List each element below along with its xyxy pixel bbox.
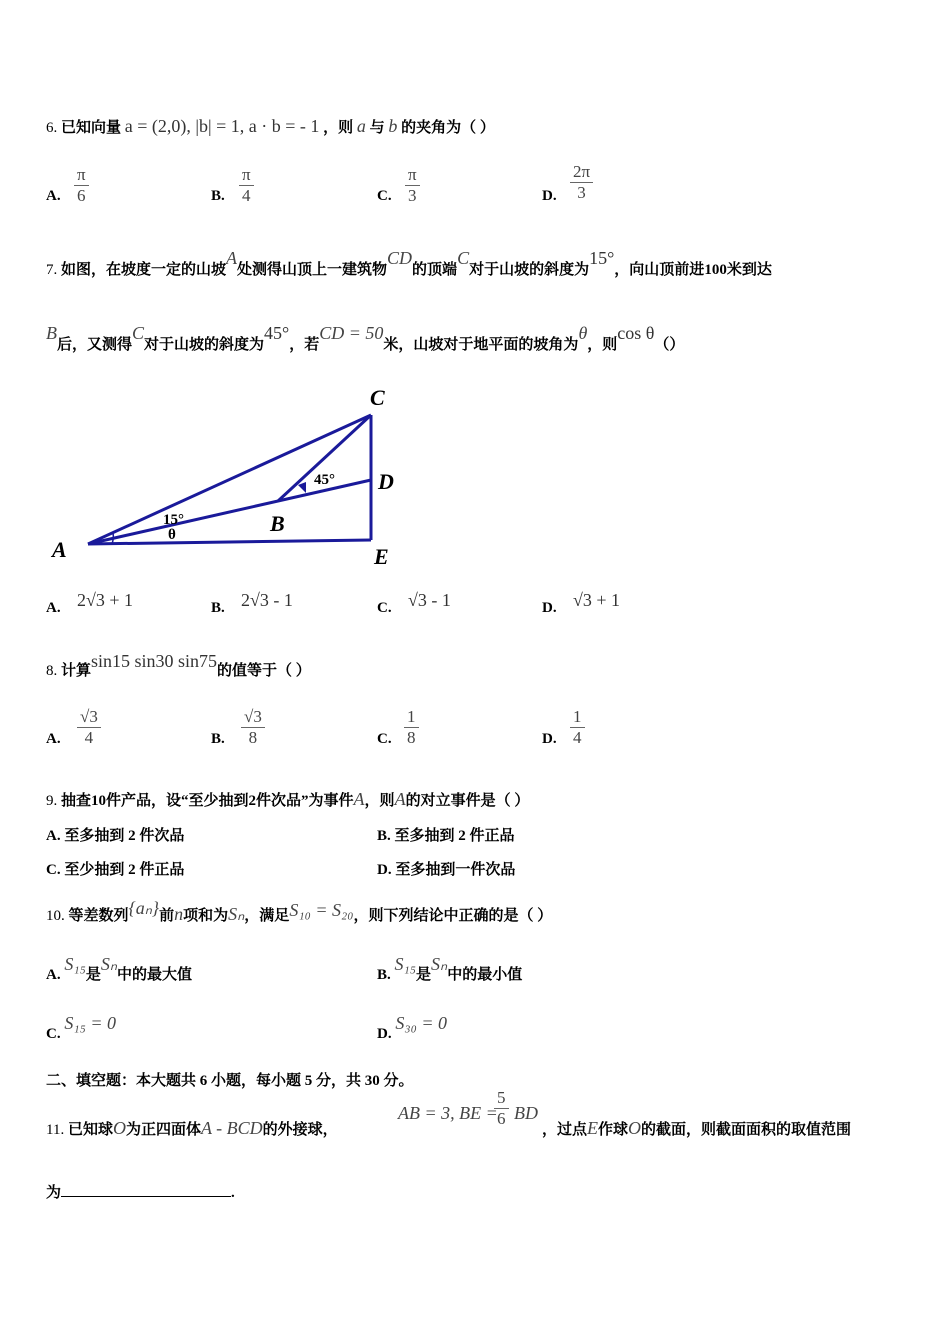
q6-option-c-value: $\frac{\pi}{3}$ xyxy=(405,165,420,206)
q6-option-d-label: D. xyxy=(542,188,557,204)
q7-option-b-value: 2√3 - 1 xyxy=(241,590,293,610)
q8-text: 8. 计算sin15 sin30 sin75的值等于（ ） xyxy=(46,651,311,679)
q11-math-left: AB = 3, BE = xyxy=(398,1103,498,1123)
q8-option-b-value: $\frac{√3}{8}$ xyxy=(241,707,265,748)
q10-option-b: B. S₁₅是Sₙ中的最小值 xyxy=(377,954,523,983)
section-2-heading: 二、填空题：本大题共 6 小题，每小题 5 分，共 30 分。 xyxy=(46,1073,414,1089)
q7-number: 7. xyxy=(46,262,58,278)
q8-number: 8. xyxy=(46,663,58,679)
q7-option-b-label: B. xyxy=(211,600,225,616)
q11-answer-blank[interactable] xyxy=(61,1182,231,1197)
label-e: E xyxy=(374,544,389,569)
line-ae xyxy=(88,540,371,544)
q8-option-b-label: B. xyxy=(211,731,225,747)
q10-option-d: D. S₃₀ = 0 xyxy=(377,1013,448,1042)
q7-figure xyxy=(40,378,420,573)
label-d: D xyxy=(378,469,394,494)
angle-marker-45 xyxy=(298,482,306,493)
line-ad xyxy=(88,480,371,544)
q9-option-a: A. 至多抽到 2 件次品 xyxy=(46,828,185,844)
q10-text: 10. 等差数列{aₙ}前n项和为Sₙ，满足S₁₀ = S₂₀，则下列结论中正确的是（ ） xyxy=(46,898,553,924)
q8-math: sin15 sin30 sin75 xyxy=(91,651,218,671)
q7-option-c-value: √3 - 1 xyxy=(408,590,451,610)
line-bc xyxy=(278,415,371,501)
q7-option-d-value: √3 + 1 xyxy=(573,590,621,610)
q8-option-d-label: D. xyxy=(542,731,557,747)
q11-number: 11. xyxy=(46,1122,65,1138)
q7-option-a-label: A. xyxy=(46,600,61,616)
label-theta: θ xyxy=(168,527,176,543)
q8-option-d-value: $\frac{1}{4}$ xyxy=(570,707,585,748)
q8-option-c-label: C. xyxy=(377,731,392,747)
q10-number: 10. xyxy=(46,908,65,924)
q6-option-d-value: $\frac{2\pi}{3}$ xyxy=(570,162,593,203)
label-a: A xyxy=(52,537,67,562)
q9-option-b: B. 至多抽到 2 件正品 xyxy=(377,828,515,844)
q8-option-a-label: A. xyxy=(46,731,61,747)
q8-option-a-value: $\frac{√3}{4}$ xyxy=(77,707,101,748)
q6-option-b-label: B. xyxy=(211,188,225,204)
q7-option-d-label: D. xyxy=(542,600,557,616)
q7-line1: 7. 如图，在坡度一定的山坡A处测得山顶上一建筑物CD的顶端C对于山坡的斜度为15°，向山顶前进100米到达 xyxy=(46,248,772,278)
label-15deg: 15° xyxy=(163,512,184,528)
q6-option-c-label: C. xyxy=(377,188,392,204)
q11-line1-tail: ，过点E作球O的截面，则截面面积的取值范围 xyxy=(542,1118,852,1138)
q9-option-d: D. 至多抽到一件次品 xyxy=(377,862,516,878)
q9-option-c: C. 至少抽到 2 件正品 xyxy=(46,862,185,878)
q11-math-right: BD xyxy=(514,1103,538,1123)
label-c: C xyxy=(370,385,385,410)
q10-option-c: C. S₁₅ = 0 xyxy=(46,1013,117,1042)
q7-line2: B后，又测得C对于山坡的斜度为45°，若CD = 50米，山坡对于地平面的坡角为θ，则cos θ（） xyxy=(46,323,685,353)
q7-option-a-value: 2√3 + 1 xyxy=(77,590,134,610)
q6-number: 6. xyxy=(46,120,58,136)
q6-text: 6. 已知向量 a = (2,0), |b| = 1, a · b = - 1 ，则 a 与 b 的夹角为（ ） xyxy=(46,116,495,136)
label-b: B xyxy=(270,511,285,536)
q8-option-c-value: $\frac{1}{8}$ xyxy=(404,707,419,748)
q11-line2: 为 . xyxy=(46,1181,235,1202)
q6-math: a = (2,0), |b| = 1, a · b = - 1 xyxy=(124,116,320,136)
q11-line1: 11. 已知球O为正四面体A - BCD的外接球， xyxy=(46,1118,338,1138)
q6-option-b-value: $\frac{\pi}{4}$ xyxy=(239,165,254,206)
q6-option-a-label: A. xyxy=(46,188,61,204)
q7-option-c-label: C. xyxy=(377,600,392,616)
q6-option-a-value: $\frac{\pi}{6}$ xyxy=(74,165,89,206)
q10-option-a: A. S₁₅是Sₙ中的最大值 xyxy=(46,954,193,983)
q9-text: 9. 抽查10件产品，设“至少抽到2件次品”为事件A，则A的对立事件是（ ） xyxy=(46,789,530,809)
q11-fraction: $\frac{5}{6}$ xyxy=(494,1088,509,1129)
label-45deg: 45° xyxy=(314,472,335,488)
q9-number: 9. xyxy=(46,793,58,809)
